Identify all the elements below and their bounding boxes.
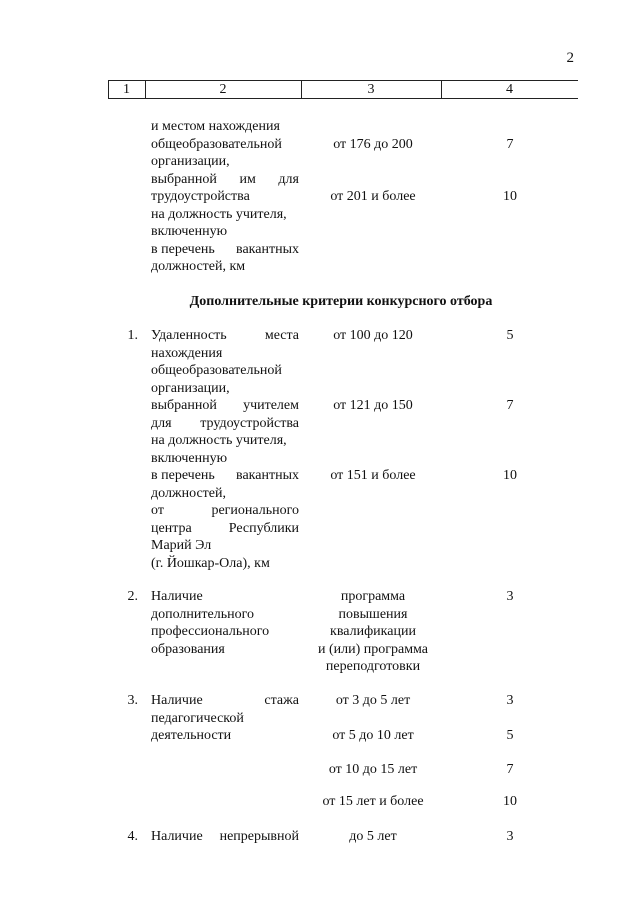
range-value: от 15 лет и более xyxy=(322,794,424,809)
criterion-text-line: организации, xyxy=(151,380,230,396)
range-value-line: программа xyxy=(340,589,406,604)
range-value: от 10 до 15 лет xyxy=(328,762,418,777)
points-value: 7 xyxy=(506,137,514,152)
criterion-text-line: и местом нахождения xyxy=(151,119,280,134)
criterion-number: 3. xyxy=(127,693,138,708)
range-value: от 121 до 150 xyxy=(333,398,413,413)
criterion-text-line: выбранной им для xyxy=(151,171,299,187)
section-title: Дополнительные критерии конкурсного отбора xyxy=(189,294,493,309)
criterion-text-line: на должность учителя, xyxy=(151,206,287,222)
criterion-text-line: центра Республики xyxy=(151,520,299,536)
criterion-text-line: на должность учителя, xyxy=(151,433,287,448)
criterion-text-line: Наличие стажа xyxy=(151,693,299,708)
header-top-rule xyxy=(108,80,578,81)
points-value: 5 xyxy=(506,728,514,743)
points-value: 10 xyxy=(503,189,517,204)
criterion-text-line: общеобразовательной xyxy=(151,136,282,152)
range-value: от 3 до 5 лет xyxy=(335,693,411,708)
criterion-text-line: Наличие xyxy=(151,589,203,604)
range-value-line: квалификации xyxy=(330,624,416,639)
criterion-text-line: должностей, xyxy=(151,485,226,501)
range-value-line: и (или) программа xyxy=(317,641,429,657)
header-bottom-rule xyxy=(108,98,578,99)
range-value: от 151 и более xyxy=(330,468,416,483)
criterion-text-line: в перечень вакантных xyxy=(151,468,299,483)
range-value: от 201 и более xyxy=(330,189,416,204)
criterion-text-line: профессионального xyxy=(151,624,270,639)
range-value: от 100 до 120 xyxy=(333,328,413,343)
criterion-text-line: организации, xyxy=(151,154,230,169)
criterion-text-line: образования xyxy=(151,641,225,657)
points-value: 7 xyxy=(506,398,514,413)
points-value: 7 xyxy=(506,762,514,777)
criterion-text-line: выбранной учителем xyxy=(151,398,299,413)
points-value: 3 xyxy=(506,829,514,844)
points-value: 10 xyxy=(503,468,517,483)
page-number: 2 xyxy=(566,50,574,66)
range-value: от 176 до 200 xyxy=(333,137,413,152)
points-value: 10 xyxy=(503,794,517,809)
criterion-text-line: дополнительного xyxy=(151,606,254,622)
criterion-text-line: включенную xyxy=(151,224,228,239)
criterion-text-line: включенную xyxy=(151,450,228,466)
criterion-text-line: Удаленность места xyxy=(151,328,299,343)
range-value-line: повышения xyxy=(338,606,408,622)
points-value: 3 xyxy=(506,693,514,708)
criterion-text-line: деятельности xyxy=(151,728,232,743)
criterion-text-line: (г. Йошкар-Ола), км xyxy=(151,555,270,571)
criterion-text-line: трудоустройства xyxy=(151,189,250,204)
criterion-number: 4. xyxy=(127,829,138,844)
range-value-line: переподготовки xyxy=(325,659,421,674)
points-value: 5 xyxy=(506,328,514,343)
criterion-text-line: должностей, км xyxy=(151,259,246,274)
criterion-text-line: от регионального xyxy=(151,503,299,518)
criterion-text-line: Марий Эл xyxy=(151,538,212,553)
criterion-text-line: в перечень вакантных xyxy=(151,241,299,257)
range-value: до 5 лет xyxy=(349,829,397,844)
header-col-4: 4 xyxy=(506,82,513,97)
criterion-number: 1. xyxy=(127,328,138,343)
criterion-text-line: Наличие непрерывной xyxy=(151,829,299,844)
criterion-text-line: для трудоустройства xyxy=(151,415,299,431)
criterion-number: 2. xyxy=(127,589,138,604)
range-value: от 5 до 10 лет xyxy=(332,728,414,743)
header-col-3: 3 xyxy=(367,82,375,97)
criterion-text-line: общеобразовательной xyxy=(151,363,282,378)
header-col-1: 1 xyxy=(123,82,130,97)
criterion-text-line: педагогической xyxy=(151,710,244,726)
points-value: 3 xyxy=(506,589,514,604)
header-col-2: 2 xyxy=(219,82,227,97)
criterion-text-line: нахождения xyxy=(151,345,223,361)
